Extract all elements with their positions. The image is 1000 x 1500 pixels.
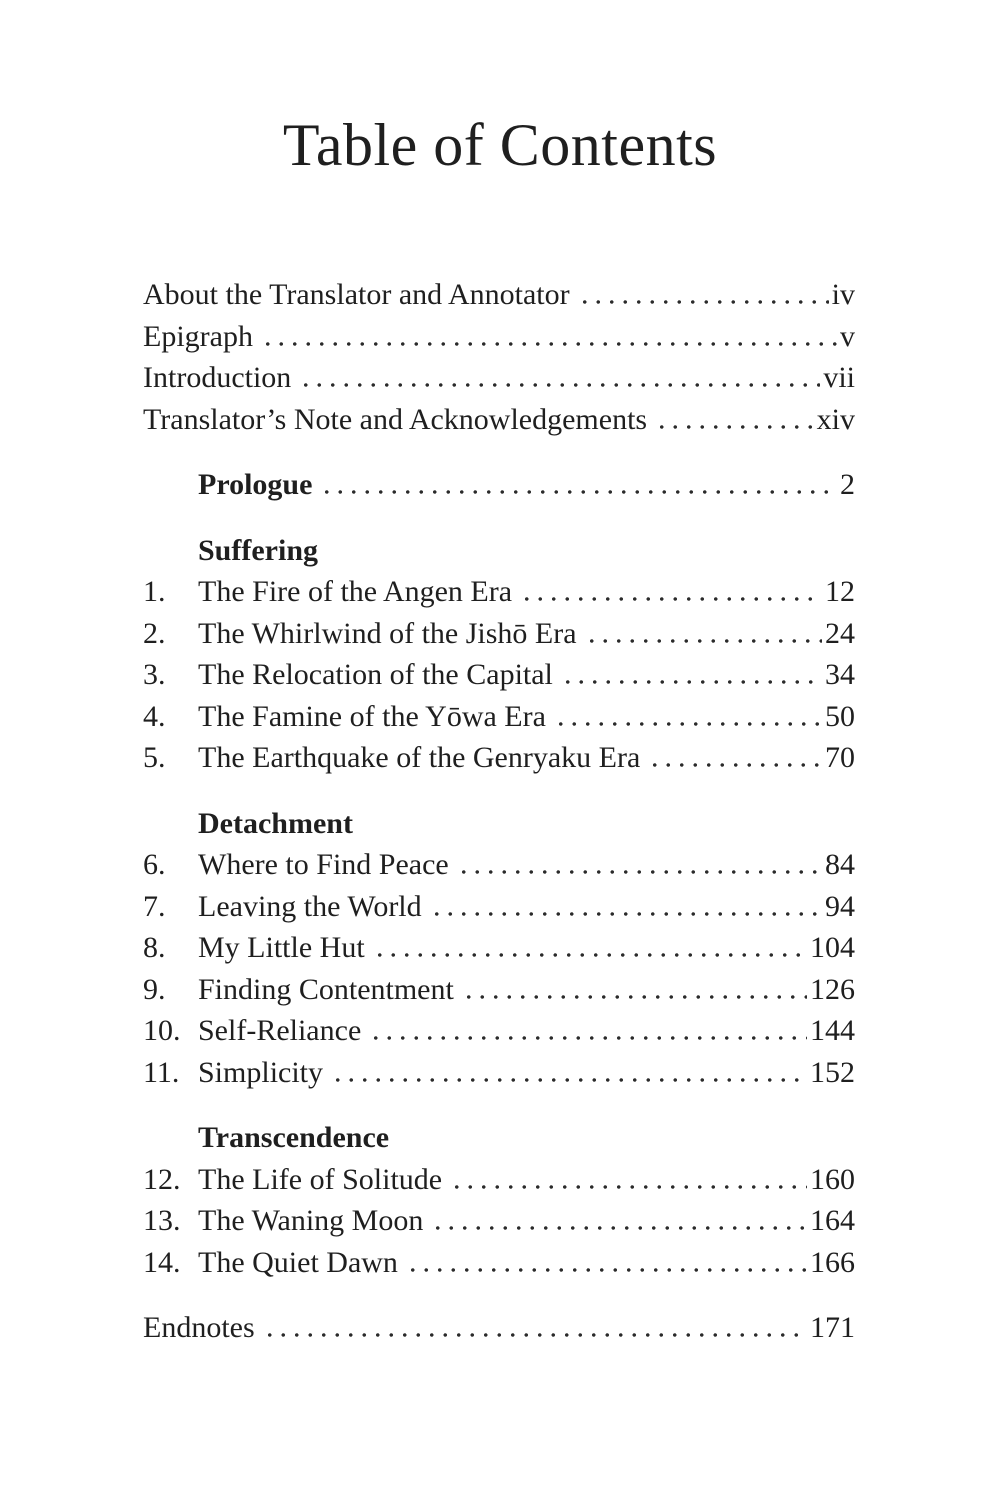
entry-label: Introduction (143, 361, 292, 394)
toc-entry (143, 1200, 855, 1242)
toc-entry (143, 1159, 855, 1201)
toc-entry (143, 844, 855, 886)
toc-entry (143, 886, 855, 928)
section-heading: Suffering (198, 533, 318, 567)
entry-label: The Quiet Dawn (198, 1245, 398, 1279)
entry-page: 164 (810, 1204, 855, 1237)
entry-number: 9. (143, 972, 166, 1006)
entry-label: Where to Find Peace (198, 848, 449, 881)
entry-page: 126 (810, 972, 855, 1006)
toc-entry (143, 316, 855, 358)
toc-entry (143, 1307, 855, 1349)
entry-page: 84 (825, 848, 855, 881)
toc-entry (143, 571, 855, 613)
toc-entry (143, 274, 855, 316)
leader-dots (406, 1268, 807, 1272)
entry-number: 6. (143, 848, 166, 881)
entry-number: 5. (143, 741, 166, 774)
entry-page: 12 (825, 575, 855, 608)
entry-label: The Waning Moon (198, 1204, 424, 1237)
leader-dots (561, 680, 822, 684)
entry-page: v (840, 319, 855, 353)
entry-label: The Earthquake of the Genryaku Era (198, 741, 641, 774)
toc-entry (143, 696, 855, 738)
entry-number: 8. (143, 931, 166, 964)
leader-dots (578, 300, 829, 304)
entry-page: 2 (840, 468, 855, 501)
leader-dots (431, 1226, 807, 1230)
entry-page: xiv (816, 402, 855, 436)
toc-entry (143, 1010, 855, 1052)
leader-dots (331, 1078, 807, 1082)
toc-entry (143, 399, 855, 441)
toc-entry (143, 654, 855, 696)
leader-dots (369, 1036, 807, 1040)
toc-entry (143, 927, 855, 969)
entry-number: 10. (143, 1014, 181, 1047)
entry-label: Finding Contentment (198, 972, 454, 1006)
entry-number: 1. (143, 575, 166, 608)
entry-page: 152 (810, 1055, 855, 1089)
leader-dots (554, 722, 822, 726)
leader-dots (462, 995, 807, 999)
entry-number: 2. (143, 616, 166, 650)
entry-page: 94 (825, 889, 855, 923)
entry-label: Epigraph (143, 319, 253, 353)
entry-page: 34 (825, 658, 855, 691)
entry-label: The Whirlwind of the Jishō Era (198, 616, 577, 650)
leader-dots (585, 639, 822, 643)
leader-dots (320, 490, 837, 494)
toc-entry (143, 1052, 855, 1094)
entry-number: 11. (143, 1055, 180, 1089)
entry-page: 166 (810, 1245, 855, 1279)
entry-label: The Life of Solitude (198, 1162, 443, 1196)
entry-page: 144 (810, 1014, 855, 1047)
toc-list (143, 274, 855, 1349)
entry-number: 13. (143, 1204, 181, 1237)
entry-label: Leaving the World (198, 889, 422, 923)
leader-dots (648, 763, 822, 767)
leader-dots (261, 342, 837, 346)
entry-number: 12. (143, 1162, 181, 1196)
entry-label: Self-Reliance (198, 1014, 362, 1047)
entry-page: 160 (810, 1162, 855, 1196)
leader-dots (520, 597, 822, 601)
toc-entry (143, 737, 855, 779)
toc-entry (143, 357, 855, 399)
toc-entry (143, 1242, 855, 1284)
leader-dots (373, 953, 807, 957)
leader-dots (299, 383, 820, 387)
page-title: Table of Contents (282, 112, 718, 178)
entry-number: 4. (143, 699, 166, 733)
toc-entry (143, 613, 855, 655)
entry-page: 24 (825, 616, 855, 650)
entry-page: 104 (810, 931, 855, 964)
entry-page: vii (823, 361, 855, 394)
entry-label: Translator’s Note and Acknowledgements (143, 402, 648, 436)
toc-entry (143, 969, 855, 1011)
entry-label: Endnotes (143, 1311, 255, 1344)
entry-page: 171 (810, 1311, 855, 1344)
entry-page: iv (831, 278, 855, 311)
toc-entry (143, 464, 855, 506)
entry-number: 7. (143, 889, 166, 923)
entry-number: 3. (143, 658, 166, 691)
entry-label: Prologue (198, 468, 313, 501)
leader-dots (457, 870, 822, 874)
entry-page: 50 (825, 699, 855, 733)
entry-label: The Famine of the Yōwa Era (198, 699, 546, 733)
entry-label: About the Translator and Annotator (143, 278, 570, 311)
leader-dots (430, 912, 822, 916)
entry-number: 14. (143, 1245, 181, 1279)
entry-label: My Little Hut (198, 931, 365, 964)
entry-label: The Relocation of the Capital (198, 658, 553, 691)
leader-dots (263, 1333, 807, 1337)
leader-dots (450, 1185, 807, 1189)
entry-label: Simplicity (198, 1055, 324, 1089)
entry-page: 70 (825, 741, 855, 774)
entry-label: The Fire of the Angen Era (198, 575, 513, 608)
leader-dots (655, 425, 814, 429)
section-heading: Transcendence (198, 1121, 390, 1154)
section-heading: Detachment (198, 806, 353, 840)
